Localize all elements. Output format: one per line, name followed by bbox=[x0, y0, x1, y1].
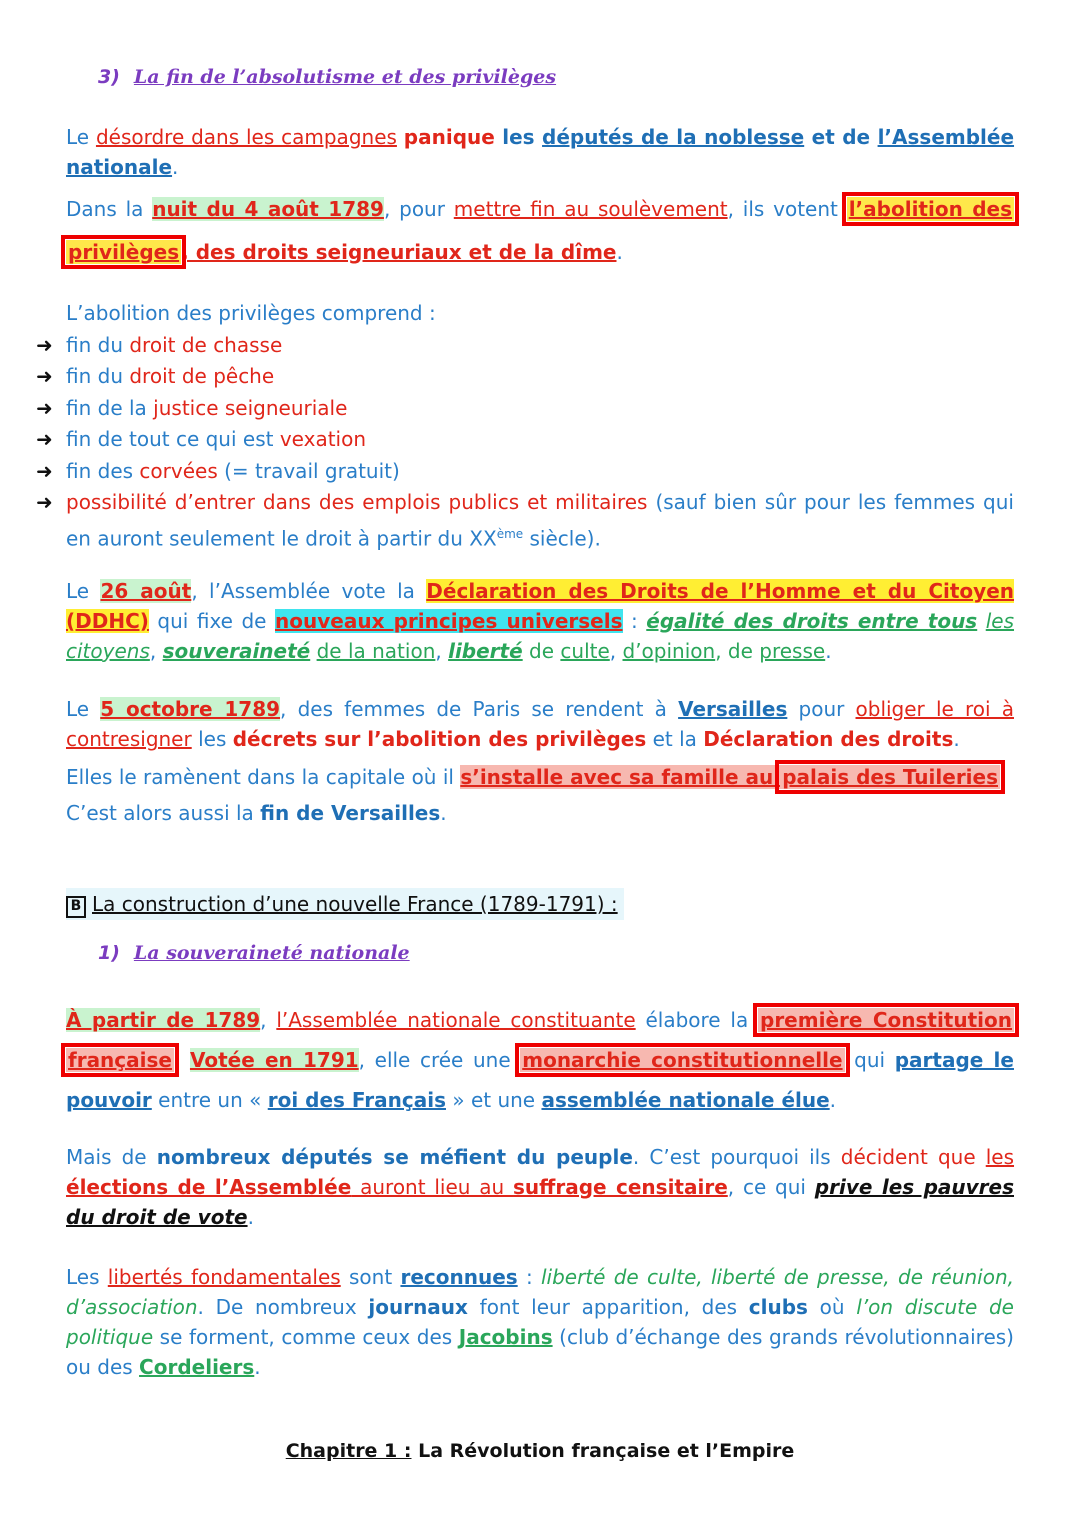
text: Jacobins bbox=[458, 1325, 553, 1349]
text: sont bbox=[340, 1265, 401, 1289]
text: clubs bbox=[748, 1295, 808, 1319]
text: vexation bbox=[279, 427, 367, 451]
principles-highlight: nouveaux principes universels bbox=[275, 609, 623, 633]
text: possibilité d’entrer dans des emplois publics et militaires bbox=[66, 490, 648, 514]
text: roi des Français bbox=[267, 1088, 446, 1112]
text: . bbox=[953, 727, 960, 751]
paragraph-nuit-4-aout bbox=[66, 188, 1014, 274]
text: décident que bbox=[840, 1145, 986, 1169]
text: Les bbox=[66, 1265, 108, 1289]
chapter-label: Chapitre 1 : bbox=[285, 1440, 412, 1462]
text: les citoyens bbox=[66, 609, 1015, 663]
list-item bbox=[0, 456, 1014, 488]
text: partage le pouvoir bbox=[66, 1048, 1014, 1112]
arrow-icon: ➜ bbox=[36, 332, 53, 357]
text: et de bbox=[804, 125, 878, 149]
text: (club d’échange des grands révolutionnaires) ou des bbox=[66, 1325, 1014, 1379]
text: pour bbox=[787, 697, 856, 721]
text: , l’Assemblée vote la bbox=[191, 579, 427, 603]
text: . bbox=[173, 1048, 190, 1072]
list-item bbox=[0, 330, 1014, 362]
text: Dans la bbox=[66, 197, 153, 221]
text: fin de Versailles bbox=[260, 801, 441, 825]
text: les bbox=[191, 727, 233, 751]
text: , ce qui bbox=[727, 1175, 815, 1199]
text: fin des bbox=[66, 458, 140, 483]
text: fin de la bbox=[66, 395, 154, 420]
text: , pour bbox=[383, 197, 454, 221]
list-item bbox=[0, 361, 1014, 393]
text: siècle). bbox=[523, 526, 601, 551]
text: panique bbox=[403, 125, 495, 149]
section-b-heading bbox=[66, 888, 624, 920]
boxed-term: monarchie constitutionnelle bbox=[522, 1048, 843, 1072]
text: Cordeliers bbox=[139, 1355, 255, 1379]
arrow-icon: ➜ bbox=[36, 458, 53, 483]
text: (sauf bien sûr pour les femmes qui en auront seulement le droit à partir du XX bbox=[66, 490, 1014, 551]
text: , bbox=[435, 639, 449, 663]
letter-b-icon: B bbox=[66, 896, 86, 918]
text: obliger le roi à contresigner bbox=[66, 697, 1014, 751]
text: , de bbox=[715, 639, 760, 663]
text: entre un « bbox=[151, 1088, 268, 1112]
text: , ils votent bbox=[727, 197, 847, 221]
heading-title: La fin de l’absolutisme et des privilèges bbox=[133, 66, 557, 88]
text: font leur apparition, des bbox=[467, 1295, 749, 1319]
text: , des femmes de Paris se rendent à bbox=[280, 697, 679, 721]
text: , elle crée une bbox=[358, 1048, 521, 1072]
text: se forment, comme ceux des bbox=[153, 1325, 459, 1349]
date-highlight: 26 août bbox=[100, 579, 192, 603]
text: suffrage censitaire bbox=[513, 1175, 728, 1199]
text: auront lieu au bbox=[351, 1175, 514, 1199]
text: Elles le ramènent dans la capitale où il bbox=[66, 765, 461, 789]
text bbox=[977, 609, 986, 633]
date-highlight: Votée en 1791 bbox=[189, 1048, 359, 1072]
text: Mais de bbox=[66, 1145, 157, 1169]
paragraph-constitution bbox=[66, 1000, 1014, 1120]
text: et la bbox=[646, 727, 704, 751]
arrow-icon: ➜ bbox=[36, 395, 53, 420]
text: justice seigneuriale bbox=[153, 395, 348, 420]
text: désordre dans les campagnes bbox=[95, 125, 397, 149]
text: , bbox=[260, 1008, 277, 1032]
text: nombreux députés se méfient du peuple bbox=[156, 1145, 633, 1169]
paragraph-suffrage bbox=[66, 1142, 1014, 1232]
arrow-icon: ➜ bbox=[36, 427, 53, 451]
text: . bbox=[616, 240, 623, 264]
text: liberté bbox=[448, 639, 523, 663]
text: l’Assemblée nationale bbox=[66, 125, 1015, 179]
heading-title: La souveraineté nationale bbox=[133, 942, 410, 964]
text: journaux bbox=[368, 1295, 468, 1319]
text: , bbox=[149, 639, 163, 663]
arrow-icon: ➜ bbox=[36, 490, 53, 514]
text: . De nombreux bbox=[197, 1295, 369, 1319]
list-item bbox=[0, 393, 1014, 425]
text: prive les pauvres du droit de vote bbox=[66, 1175, 1014, 1229]
text: où bbox=[807, 1295, 857, 1319]
section-heading-1 bbox=[98, 942, 410, 964]
section-heading-3 bbox=[98, 66, 556, 88]
boxed-term: privilèges bbox=[68, 240, 180, 264]
text: libertés fondamentales bbox=[107, 1265, 341, 1289]
text: mettre fin au soulèvement bbox=[453, 197, 728, 221]
text: les bbox=[985, 1145, 1015, 1169]
text: (= travail gratuit) bbox=[217, 458, 400, 483]
heading-number: 1) bbox=[98, 942, 120, 964]
text: . bbox=[254, 1355, 261, 1379]
paragraph-26-aout bbox=[66, 576, 1014, 666]
text: droit de chasse bbox=[129, 332, 283, 357]
text: Le bbox=[66, 125, 96, 149]
text: . bbox=[440, 801, 447, 825]
text: culte bbox=[560, 639, 610, 663]
paragraph-fin-versailles bbox=[66, 798, 1014, 828]
date-highlight: nuit du 4 août 1789 bbox=[152, 197, 384, 221]
text: reconnues bbox=[400, 1265, 518, 1289]
text: qui fixe de bbox=[148, 609, 276, 633]
text bbox=[397, 125, 404, 149]
text: égalité des droits entre tous bbox=[646, 609, 978, 633]
boxed-term: palais des Tuileries bbox=[782, 765, 998, 789]
paragraph-tuileries bbox=[66, 762, 1014, 792]
text: corvées bbox=[139, 458, 218, 483]
text: fin de tout ce qui est bbox=[66, 427, 280, 451]
text: presse bbox=[759, 639, 826, 663]
list-item bbox=[0, 424, 1014, 456]
ddhc-highlight: Déclaration des Droits de l’Homme et du Citoyen (DDHC) bbox=[66, 579, 1014, 633]
date-highlight: 5 octobre 1789 bbox=[100, 697, 281, 721]
text: » et une bbox=[446, 1088, 542, 1112]
text: Le bbox=[66, 697, 101, 721]
text: : bbox=[517, 1265, 541, 1289]
paragraph-libertes bbox=[66, 1262, 1014, 1382]
list-intro: L’abolition des privilèges comprend : bbox=[66, 301, 436, 325]
text: s’installe avec sa famille au bbox=[460, 765, 781, 789]
date-highlight: À partir de 1789 bbox=[66, 1008, 261, 1032]
text: décrets sur l’abolition des privilèges bbox=[232, 727, 647, 751]
list-item bbox=[0, 487, 1014, 555]
arrow-icon: ➜ bbox=[36, 364, 53, 388]
paragraph-desordre bbox=[66, 122, 1014, 182]
text: Le bbox=[66, 579, 101, 603]
text: l’on discute de politique bbox=[66, 1295, 1014, 1349]
boxed-term: française bbox=[68, 1048, 172, 1072]
text: , bbox=[609, 639, 623, 663]
text: Versailles bbox=[678, 697, 788, 721]
text: élections de l’Assemblée bbox=[66, 1175, 352, 1199]
superscript: ème bbox=[496, 526, 524, 541]
page-footer bbox=[0, 1440, 1080, 1462]
text: de la nation bbox=[316, 639, 436, 663]
text: fin du bbox=[66, 364, 130, 388]
boxed-term: première Constitution bbox=[760, 1008, 1012, 1032]
section-title: La construction d’une nouvelle France (1789-1791) : bbox=[92, 892, 618, 916]
text: liberté de culte, liberté de presse, de réunion, d’association bbox=[66, 1265, 1015, 1319]
text: . bbox=[1000, 765, 1007, 789]
text: élabore la bbox=[635, 1008, 758, 1032]
text: , des droits seigneuriaux et de la dîme bbox=[181, 240, 617, 264]
text: . bbox=[172, 155, 179, 179]
text: : bbox=[622, 609, 647, 633]
privileges-list bbox=[0, 330, 1014, 555]
chapter-title: La Révolution française et l’Empire bbox=[411, 1440, 795, 1462]
privileges-list-block bbox=[36, 298, 1014, 555]
text: . bbox=[825, 639, 832, 663]
text: qui bbox=[844, 1048, 895, 1072]
text: souveraineté bbox=[162, 639, 311, 663]
paragraph-5-octobre bbox=[66, 694, 1014, 754]
text: les bbox=[494, 125, 543, 149]
text: fin du bbox=[66, 332, 130, 357]
text: . bbox=[247, 1205, 254, 1229]
text: députés de la noblesse bbox=[542, 125, 805, 149]
text: assemblée nationale élue bbox=[541, 1088, 830, 1112]
text: C’est alors aussi la bbox=[66, 801, 261, 825]
boxed-term: l’abolition des bbox=[848, 197, 1013, 221]
text: . bbox=[829, 1088, 837, 1112]
heading-number: 3) bbox=[98, 66, 120, 88]
text: Déclaration des droits bbox=[703, 727, 954, 751]
text: de bbox=[522, 639, 561, 663]
text: l’Assemblée nationale constituante bbox=[276, 1008, 636, 1032]
text: d’opinion bbox=[622, 639, 716, 663]
text: . C’est pourquoi ils bbox=[632, 1145, 841, 1169]
text: droit de pêche bbox=[129, 364, 275, 388]
